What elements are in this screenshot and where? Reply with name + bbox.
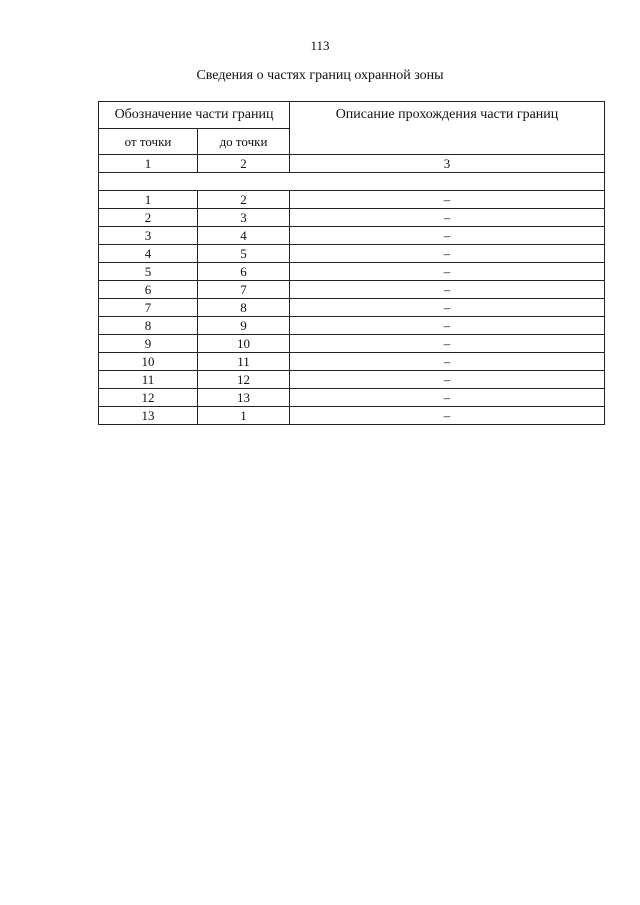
from-point-cell: 8: [99, 317, 198, 335]
from-point-cell: 5: [99, 263, 198, 281]
from-point-cell: 10: [99, 353, 198, 371]
table-row: [99, 281, 605, 299]
from-point-header: от точки: [99, 129, 198, 155]
table-row: [99, 335, 605, 353]
description-cell: –: [290, 227, 605, 245]
section-spacer-cell: [99, 173, 605, 191]
boundary-designation-header: Обозначение части границ: [99, 102, 290, 129]
table-row: [99, 227, 605, 245]
description-cell: –: [290, 317, 605, 335]
from-point-cell: 9: [99, 335, 198, 353]
to-point-cell: 9: [198, 317, 290, 335]
to-point-cell: 12: [198, 371, 290, 389]
from-point-cell: 4: [99, 245, 198, 263]
description-cell: –: [290, 371, 605, 389]
table-row: [99, 299, 605, 317]
description-cell: –: [290, 299, 605, 317]
from-point-cell: 2: [99, 209, 198, 227]
table-row: [99, 209, 605, 227]
to-point-cell: 11: [198, 353, 290, 371]
page-number: 113: [310, 38, 330, 53]
table-row: [99, 353, 605, 371]
to-point-header: до точки: [198, 129, 290, 155]
column-number: 2: [198, 155, 290, 173]
to-point-cell: 2: [198, 191, 290, 209]
description-cell: –: [290, 353, 605, 371]
section-spacer-row: [99, 173, 605, 191]
table-header-row: [99, 102, 605, 129]
table-row: [99, 407, 605, 425]
from-point-cell: 7: [99, 299, 198, 317]
to-point-cell: 7: [198, 281, 290, 299]
to-point-cell: 5: [198, 245, 290, 263]
to-point-cell: 1: [198, 407, 290, 425]
to-point-cell: 8: [198, 299, 290, 317]
table-row: [99, 245, 605, 263]
from-point-cell: 6: [99, 281, 198, 299]
to-point-cell: 10: [198, 335, 290, 353]
table-row: [99, 191, 605, 209]
description-cell: –: [290, 209, 605, 227]
from-point-cell: 13: [99, 407, 198, 425]
table-row: [99, 317, 605, 335]
boundary-parts-table: [98, 101, 605, 425]
description-cell: –: [290, 281, 605, 299]
document-title: Сведения о частях границ охранной зоны: [196, 68, 444, 83]
description-cell: –: [290, 191, 605, 209]
to-point-cell: 4: [198, 227, 290, 245]
table-row: [99, 371, 605, 389]
to-point-cell: 3: [198, 209, 290, 227]
description-cell: –: [290, 335, 605, 353]
description-cell: –: [290, 407, 605, 425]
description-cell: –: [290, 263, 605, 281]
from-point-cell: 3: [99, 227, 198, 245]
column-number-row: [99, 155, 605, 173]
to-point-cell: 6: [198, 263, 290, 281]
description-header: Описание прохождения части границ: [290, 102, 605, 155]
from-point-cell: 11: [99, 371, 198, 389]
column-number: 1: [99, 155, 198, 173]
table-row: [99, 389, 605, 407]
table-row: [99, 263, 605, 281]
from-point-cell: 1: [99, 191, 198, 209]
description-cell: –: [290, 245, 605, 263]
from-point-cell: 12: [99, 389, 198, 407]
to-point-cell: 13: [198, 389, 290, 407]
description-cell: –: [290, 389, 605, 407]
column-number: 3: [290, 155, 605, 173]
